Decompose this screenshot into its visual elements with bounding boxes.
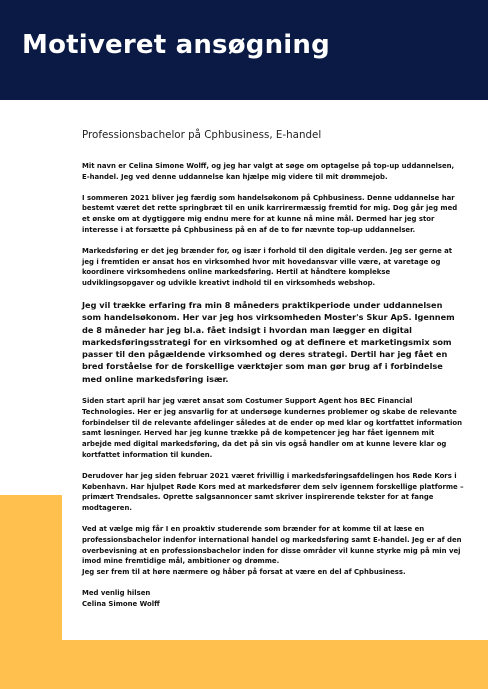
paragraph-education: I sommeren 2021 bliver jeg færdig som handelsøkonom på Cphbusiness. Denne uddannelse har bestemt været det rette springbræt til en unik karrirermæssig fremtid for mig. Dog går jeg med et ønske om at dygtiggøre mig endnu mere for at kunne nå mine mål. Dermed har jeg stor interesse i at forsætte på Cphbusiness på en af de to før nævnte top-up uddannelser.	[82, 193, 458, 234]
letter-card	[62, 100, 488, 640]
paragraph-volunteer: Derudover har jeg siden februar 2021 været frivillig i markedsføringsafdelingen hos Røde Kors i København. Har hjulpet Røde Kors med at markedsfører dem selv igennem forskellige platforme – primært Trendsales. Oprette salgsannoncer samt skriver inspirerende tekster for at fange modtageren.	[82, 471, 464, 513]
signature-name: Celina Simone Wolff	[82, 599, 160, 608]
paragraph-intro: Mit navn er Celina Simone Wolff, og jeg har valgt at søge om optagelse på top-up uddannelsen, E-handel. Jeg ved denne uddannelse kan hjælpe mig videre til mit drømmejob.	[82, 162, 455, 181]
paragraph-motivation: Ved at vælge mig får I en proaktiv studerende som brænder for at komme til at læse en professionsbachelor indenfor international handel og markedsføring samt E-handel. Jeg er af den overbevisning at en professionsbachelor inden for disse områder vil kunne styrke mig på min vej imod mine fremtidige mål, ambitioner og drømme.	[82, 525, 462, 566]
closing-greeting: Med venlig hilsen	[82, 589, 151, 597]
letter-subtitle: Professionsbachelor på Cphbusiness, E-handel	[82, 129, 322, 141]
paragraph-marketing: Markedsføring er det jeg brænder for, og især i forhold til den digitale verden. Jeg ser gerne at jeg i fremtiden er ansat hos en virksomhed hvor mit hovedansvar ville være, at varetage og koordinere virksomhedens online markedsføring. Hertil at håndtere komplekse udviklingsopgaver og udvikle kreativt indhold til en virksomheds webshop.	[82, 246, 453, 288]
paragraph-job: Siden start april har jeg været ansat som Costumer Support Agent hos BEC Financial Technologies. Her er jeg ansvarlig for at undersøge kundernes problemer og skabe de relevante forbindelser til de relevante afdelinger således at de ender op med klar og kortfattet information samt løsninger. Herved har jeg kunne trække på de kompetencer jeg har fået igennem mit arbejde med digital markedsføring, da det på sin vis også handler om at kunne levere klar og kortfattet information til kunden.	[82, 397, 462, 460]
closing-block	[82, 588, 464, 610]
paragraph-internship: Jeg vil trække erfaring fra min 8 måneders praktikperiode under uddannelsen som handelsøkonom. Her var jeg hos virksomheden Moster's Skur ApS. Igennem de 8 måneder har jeg bl.a. fået indsigt i hvordan man lægger en digital markedsføringsstrategi for en virksomhed og at definere et marketingsmix som passer til den pågældende virksomhed og deres strategi. Dertil har jeg fået en bred forståelse for de forskellige værktøjer som man gør brug af i forbindelse med online markedsføring især.	[82, 299, 455, 384]
page-title: Motiveret ansøgning	[22, 30, 330, 60]
paragraph-outlook: Jeg ser frem til at høre nærmere og håber på forsat at være en del af Cphbusiness.	[82, 568, 406, 577]
letter-body	[82, 161, 464, 610]
